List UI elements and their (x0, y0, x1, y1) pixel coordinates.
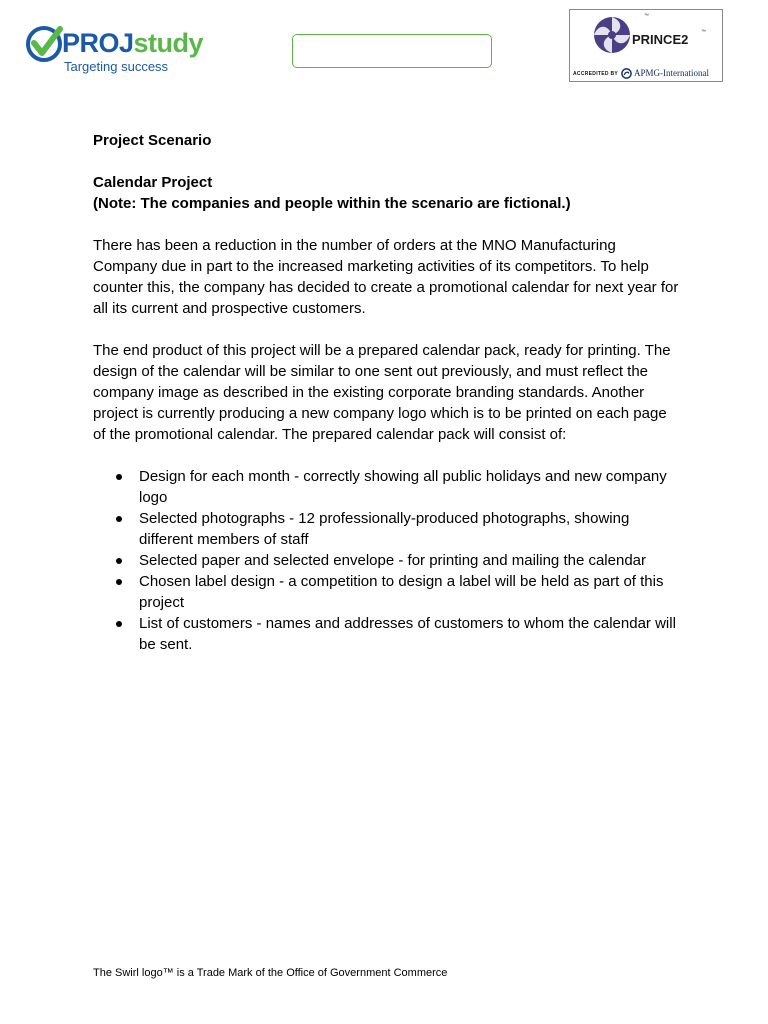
prince2-trademark: ™ (701, 29, 706, 35)
bullet-icon (116, 579, 122, 585)
logo-wordmark (62, 26, 203, 60)
footer-trademark-note: The Swirl logo™ is a Trade Mark of the Office of Government Commerce (93, 967, 448, 979)
section-title: Project Scenario (93, 132, 212, 149)
list-item-text: Chosen label design - a competition to design a label will be held as part of this project (139, 573, 664, 611)
accreditation-row (573, 68, 721, 80)
checkmark-circle-icon (24, 24, 64, 64)
bullet-icon (116, 621, 122, 627)
bullet-icon (116, 516, 122, 522)
document-body (93, 130, 683, 655)
apmg-logo-icon (621, 68, 632, 79)
list-item (93, 508, 683, 550)
logo-word-proj: PROJ (62, 28, 134, 58)
logo-word-study: study (133, 28, 204, 58)
spacer (93, 151, 683, 172)
list-item-text: Design for each month - correctly showing all public holidays and new company logo (139, 468, 667, 506)
swirl-trademark: ™ (644, 13, 649, 19)
list-item-text: Selected paper and selected envelope - for printing and mailing the calendar (139, 552, 646, 569)
list-item (93, 550, 683, 571)
page-header (0, 0, 768, 100)
intro-paragraph: There has been a reduction in the number of orders at the MNO Manufacturing Company due in part to the increased marketing activities of its competitors. To help counter this, the company has decided to create a promotional calendar for next year for all its current and prospective customers. (93, 237, 679, 317)
projstudy-logo (24, 22, 234, 78)
deliverables-paragraph: The end product of this project will be a prepared calendar pack, ready for printing. The design of the calendar will be similar to one sent out previously, and must reflect the company image as described in the existing corporate branding standards. Another project is currently producing a new company logo which is to be printed on each page of the promotional calendar. The prepared calendar pack will consist of: (93, 342, 671, 443)
swirl-logo-icon (592, 15, 632, 55)
logo-tagline: Targeting success (64, 59, 169, 74)
deliverables-list (93, 466, 683, 655)
spacer (93, 214, 683, 235)
list-item (93, 466, 683, 508)
list-item-text: Selected photographs - 12 professionally-produced photographs, showing different members of staff (139, 510, 630, 548)
spacer (93, 319, 683, 340)
list-item (93, 613, 683, 655)
list-item (93, 571, 683, 613)
spacer (93, 445, 683, 466)
accredited-by-label: ACCREDITED BY (573, 71, 619, 77)
bullet-icon (116, 558, 122, 564)
fiction-note: (Note: The companies and people within the scenario are fictional.) (93, 195, 571, 212)
project-title: Calendar Project (93, 174, 213, 191)
header-empty-box (292, 34, 492, 68)
bullet-icon (116, 474, 122, 480)
accreditor-name: APMG-International (634, 68, 709, 78)
prince2-badge (569, 9, 723, 82)
list-item-text: List of customers - names and addresses of customers to whom the calendar will be sent. (139, 615, 676, 653)
prince2-title: PRINCE2 (632, 32, 689, 47)
